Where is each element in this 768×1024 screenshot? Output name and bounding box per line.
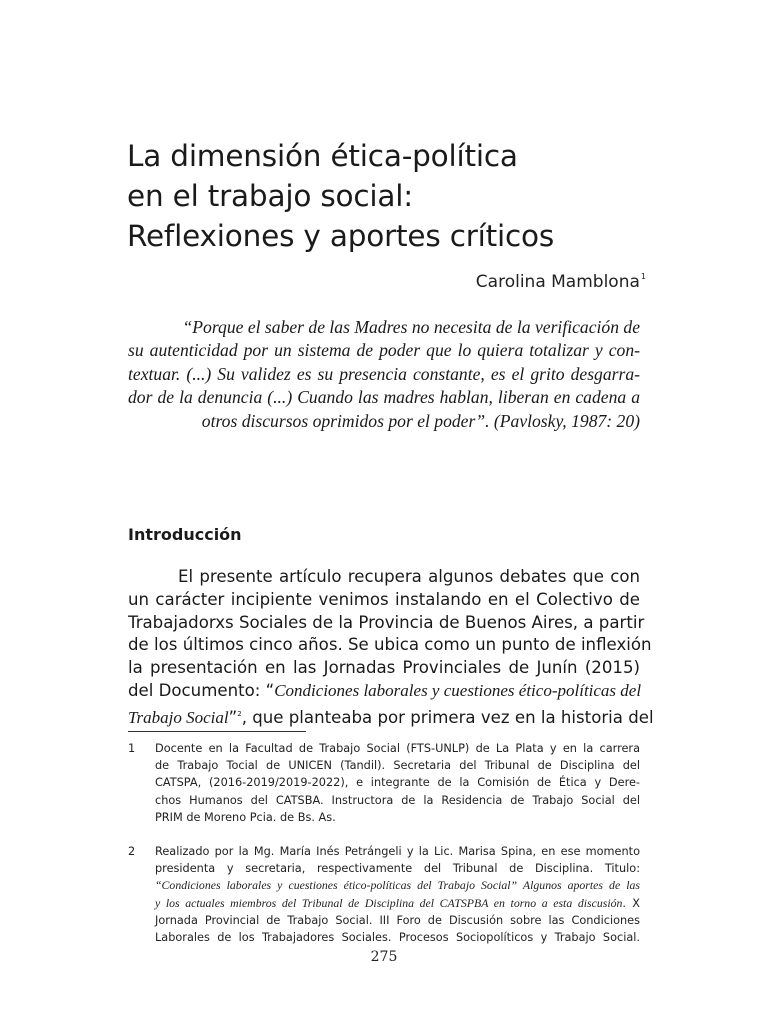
body-text: del Documento: “ — [128, 680, 275, 700]
body-line — [128, 703, 654, 730]
footnote-line: Realizado por la Mg. María Inés Petrángeli y la Lic. Marisa Spina, en ese momento — [155, 845, 640, 859]
footnote-line: PRIM de Moreno Pcia. de Bs. As. — [155, 810, 336, 824]
body-text: , que planteaba por primera vez en la historia del — [241, 707, 654, 727]
footnote-line: Jornada Provincial de Trabajo Social. III Foro de Discusión sobre las Condiciones — [155, 913, 640, 927]
body-line — [128, 680, 640, 703]
epigraph-line: su autenticidad por un sistema de poder que lo quiera totalizar y con- — [128, 340, 640, 361]
epigraph-line: textuar. (...) Su validez es su presencia constante, es el grito desgarra- — [128, 363, 640, 384]
footnote-2 — [128, 843, 640, 946]
section-heading: Introducción — [128, 525, 242, 544]
document-title-italic: Trabajo Social — [128, 707, 229, 727]
footnote-italic: y los actuales miembros del Tribunal de Disciplina del CATSPBA en torno a esta discusión — [155, 895, 623, 910]
body-line: de los últimos cinco años. Se ubica como un punto de inflexión — [128, 635, 652, 655]
footnote-line: CATSPA, (2016-2019/2019-2022), e integrante de la Comisión de Ética y Dere- — [155, 776, 640, 790]
epigraph-line: otros discursos oprimidos por el poder”. (Pavlosky, 1987: 20) — [201, 410, 640, 431]
body-line: un carácter incipiente venimos instalando en el Colectivo de — [128, 589, 640, 609]
footnote-ref: 2 — [237, 709, 242, 718]
body-line: la presentación en las Jornadas Provinciales de Junín (2015) — [128, 658, 640, 678]
title-line-1: La dimensión ética-política — [127, 139, 518, 173]
footnote-divider — [128, 731, 306, 732]
title-line-2: en el trabajo social: — [127, 179, 413, 213]
article-title — [127, 136, 667, 256]
epigraph-line: dor de la denuncia (...) Cuando las madres hablan, liberan en cadena a — [128, 387, 640, 408]
footnote-number: 2 — [128, 845, 136, 859]
epigraph-quote — [128, 316, 640, 433]
body-line: Trabajadorxs Sociales de la Provincia de Buenos Aires, a partir — [128, 612, 645, 632]
footnote-number: 1 — [128, 742, 136, 755]
footnote-text: . X — [622, 896, 641, 910]
document-title-italic: Condiciones laborales y cuestiones ético-políticas del — [274, 680, 642, 700]
footnotes — [128, 740, 640, 946]
footnote-italic: “Condiciones laborales y cuestiones ético-políticas del Trabajo Social” Algunos aportes de las — [155, 878, 640, 893]
page-number: 275 — [370, 949, 398, 965]
footnote-line: Docente en la Facultad de Trabajo Social (FTS-UNLP) de La Plata y en la carrera — [155, 742, 640, 755]
closing-quote: ” — [228, 707, 238, 727]
author-byline — [476, 272, 646, 292]
footnote-line: chos Humanos del CATSBA. Instructora de la Residencia de Trabajo Social del — [155, 793, 640, 807]
body-line: El presente artículo recupera algunos debates que con — [178, 567, 640, 586]
author-footnote-ref: 1 — [640, 272, 646, 281]
footnote-line — [155, 895, 640, 912]
footnote-line: Laborales de los Trabajadores Sociales. Procesos Sociopolíticos y Trabajo Social. — [155, 931, 640, 945]
body-paragraph — [128, 566, 654, 730]
footnote-1 — [128, 740, 640, 826]
epigraph-line: “Porque el saber de las Madres no necesita de la verificación de — [182, 317, 640, 337]
footnote-line — [155, 877, 640, 894]
footnote-line: presidenta y secretaria, respectivamente del Tribunal de Disciplina. Titulo: — [155, 862, 640, 876]
author-name: Carolina Mamblona — [475, 272, 640, 292]
footnote-line: de Trabajo Tocial de UNICEN (Tandil). Secretaria del Tribunal de Disciplina del — [155, 759, 640, 773]
title-line-3: Reflexiones y aportes críticos — [127, 219, 555, 253]
